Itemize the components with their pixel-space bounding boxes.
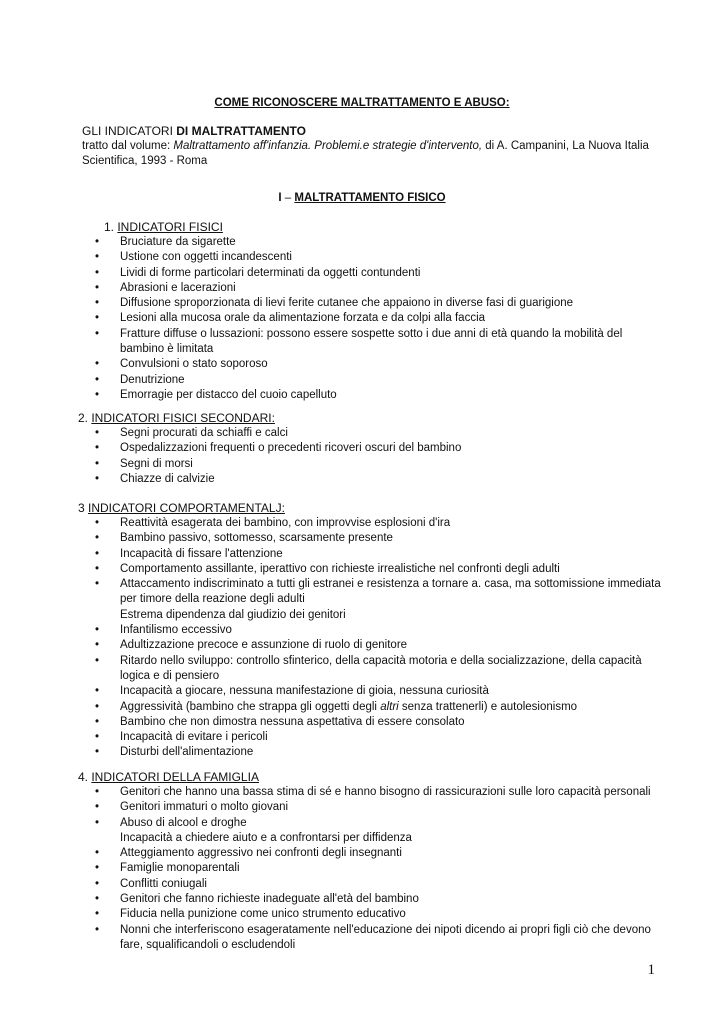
list-item: [95, 516, 665, 531]
list-item: [95, 861, 665, 876]
list-item: [95, 877, 665, 892]
section-title: MALTRATTAMENTO FISICO: [294, 192, 446, 204]
bullet-icon: •: [95, 562, 100, 575]
bullet-icon: •: [95, 312, 100, 325]
bullet-icon: •: [95, 654, 100, 667]
list-item-text: Lesioni alla mucosa orale da alimentazione forzata e da colpi alla faccia: [120, 312, 486, 325]
indicators-heading-bold: DI MALTRATTAMENTO: [176, 124, 307, 138]
list-item-text: Adultizzazione precoce e assunzione di ruolo di genitore: [120, 639, 408, 652]
list-item-continuation: Incapacità a chiedere aiuto e a confrontarsi per diffidenza: [120, 831, 412, 844]
bullet-icon: •: [95, 715, 100, 728]
bullet-icon: •: [95, 877, 100, 890]
list-item-text: Incapacità di fissare l'attenzione: [120, 547, 283, 560]
list-item-text: Atteggiamento aggressivo nei confronti degli insegnanti: [120, 847, 402, 860]
bullet-icon: •: [95, 893, 100, 906]
list-item-text: Denutrizione: [120, 373, 185, 386]
list-item: [95, 745, 665, 760]
group-heading-family: [78, 770, 259, 784]
bullet-icon: •: [95, 251, 100, 264]
bullet-icon: •: [95, 547, 100, 560]
list-item-text: Segni procurati da schiaffi e calci: [120, 427, 288, 439]
list-item-text: Infantilismo eccessivo: [120, 624, 232, 637]
group-heading-physical: [104, 220, 223, 234]
list-item: [95, 373, 665, 388]
list-item: [95, 638, 665, 653]
list-secondary-indicators: [95, 426, 665, 487]
list-item: [95, 327, 665, 358]
section-roman-numeral: I: [278, 192, 282, 204]
list-item-text: Ritardo nello sviluppo: controllo sfinterico, della capacità motoria e della socializzazione, della capacità logica e di pensiero: [120, 654, 642, 682]
list-item-text: Abrasioni e lacerazioni: [120, 281, 236, 294]
list-item-continuation: Estrema dipendenza dal giudizio dei genitori: [120, 608, 346, 621]
list-item: [95, 816, 665, 847]
group-number: 1.: [104, 220, 118, 234]
bullet-icon: •: [95, 236, 100, 248]
bullet-icon: •: [95, 472, 100, 485]
list-item: [95, 684, 665, 699]
bullet-icon: •: [95, 700, 100, 713]
document-title: COME RICONOSCERE MALTRATTAMENTO E ABUSO:: [214, 97, 510, 109]
bullet-icon: •: [95, 731, 100, 744]
list-item-text: Nonni che interferiscono esageratamente nell'educazione dei nipoti dicendo ai propri figli ciò che devono fare, squalificandoli o escludendoli: [120, 923, 651, 951]
list-item: [95, 577, 665, 623]
bullet-icon: •: [95, 801, 100, 814]
list-item: [95, 923, 665, 954]
bullet-icon: •: [95, 327, 100, 340]
list-item-text: Segni di morsi: [120, 457, 193, 470]
list-item-text: Fiducia nella punizione come unico strumento educativo: [120, 908, 406, 921]
list-item: [95, 654, 665, 685]
source-book-title: Maltrattamento aff'infanzia. Problemi.e strategie d'intervento,: [173, 140, 483, 152]
list-item-text: Conflitti coniugali: [120, 877, 207, 890]
list-item-text: Bambino passivo, sottomesso, scarsamente presente: [120, 532, 393, 545]
list-item-text: Comportamento assillante, iperattivo con richieste irrealistiche nel confronti degli adulti: [120, 562, 560, 575]
list-item: [95, 281, 665, 296]
list-item: [95, 730, 665, 745]
list-item-text: Emorragie per distacco del cuoio capelluto: [120, 388, 337, 401]
bullet-icon: •: [95, 427, 100, 439]
group-number: 4.: [78, 770, 92, 784]
list-item: [95, 472, 665, 487]
bullet-icon: •: [95, 532, 100, 545]
bullet-icon: •: [95, 816, 100, 829]
group-title: INDICATORI FISICI: [117, 220, 223, 234]
bullet-icon: •: [95, 297, 100, 310]
bullet-icon: •: [95, 388, 100, 401]
list-item: [95, 357, 665, 372]
source-suffix: di A. Campanini, La Nuova Italia Scientifica, 1993 - Roma: [82, 140, 649, 167]
bullet-icon: •: [95, 639, 100, 652]
list-item: [95, 892, 665, 907]
list-item: [95, 388, 665, 403]
group-heading-secondary: [78, 411, 275, 425]
list-item-text-after: senza trattenerli) e autolesionismo: [398, 700, 578, 713]
list-item-text: Incapacità a giocare, nessuna manifestazione di gioia, nessuna curiosità: [120, 685, 489, 698]
list-item: [95, 715, 665, 730]
list-item-text: Famiglie monoparentali: [120, 862, 240, 875]
bullet-icon: •: [95, 862, 100, 875]
group-number: 3: [78, 501, 89, 515]
list-item-text: Incapacità di evitare i pericoli: [120, 731, 268, 744]
indicators-heading-prefix: GLI INDICATORI: [82, 124, 177, 138]
bullet-icon: •: [95, 373, 100, 386]
bullet-icon: •: [95, 358, 100, 371]
group-heading-behavioral: [78, 501, 285, 515]
list-item: [95, 623, 665, 638]
bullet-icon: •: [95, 685, 100, 698]
list-item: [95, 785, 665, 800]
source-prefix: tratto dal volume:: [82, 140, 174, 152]
list-item-text: Disturbi dell'alimentazione: [120, 746, 254, 759]
list-item: [95, 441, 665, 456]
list-item: [95, 800, 665, 815]
list-item: [95, 700, 665, 715]
bullet-icon: •: [95, 517, 100, 529]
list-item: [95, 562, 665, 577]
indicators-heading: [82, 124, 306, 138]
list-item-text: Ustione con oggetti incandescenti: [120, 251, 292, 264]
bullet-icon: •: [95, 746, 100, 759]
list-item: [95, 311, 665, 326]
bullet-icon: •: [95, 847, 100, 860]
list-item: [95, 531, 665, 546]
list-item-text: Bambino che non dimostra nessuna aspettativa di essere consolato: [120, 715, 465, 728]
list-item-text: Aggressività (bambino che strappa gli oggetti degli: [120, 700, 381, 713]
list-item-text: Ospedalizzazioni frequenti o precedenti ricoveri oscuri del bambino: [120, 442, 462, 455]
bullet-icon: •: [95, 786, 100, 798]
bullet-icon: •: [95, 442, 100, 455]
list-item-text: Convulsioni o stato soporoso: [120, 358, 268, 371]
list-item-text: Diffusione sproporzionata di lievi ferite cutanee che appaiono in diverse fasi di guarigione: [120, 297, 574, 310]
page-number: 1: [647, 962, 655, 978]
list-family-indicators: [95, 785, 665, 953]
list-item-text: Fratture diffuse o lussazioni: possono essere sospette sotto i due anni di età quando la mobilità del bambino è limitata: [120, 327, 623, 356]
source-citation: [82, 139, 657, 169]
list-item: [95, 266, 665, 281]
list-item-text: Genitori che fanno richieste inadeguate all'età del bambino: [120, 893, 419, 906]
list-item: [95, 426, 665, 441]
list-item: [95, 907, 665, 922]
list-behavioral-indicators: [95, 516, 665, 761]
list-item-text: Attaccamento indiscriminato a tutti gli estranei e resistenza a tornare a. casa, ma sottomissione immediata per timore della reazione degli adulti: [120, 578, 661, 606]
list-item: [95, 846, 665, 861]
list-item: [95, 547, 665, 562]
bullet-icon: •: [95, 624, 100, 637]
section-heading: [0, 192, 724, 204]
list-item-text: Abuso di alcool e droghe: [120, 816, 247, 829]
bullet-icon: •: [95, 578, 100, 591]
list-item-text: Chiazze di calvizie: [120, 472, 215, 485]
list-item-text: Genitori che hanno una bassa stima di sé e hanno bisogno di rassicurazioni sulle loro capacità personali: [120, 786, 651, 798]
group-title: INDICATORI COMPORTAMENTALJ:: [88, 501, 285, 515]
list-item: [95, 250, 665, 265]
bullet-icon: •: [95, 923, 100, 936]
list-item-text: Lividi di forme particolari determinati da oggetti contundenti: [120, 266, 421, 279]
bullet-icon: •: [95, 266, 100, 279]
list-item-text: Bruciature da sigarette: [120, 236, 236, 248]
list-item: [95, 457, 665, 472]
list-item: [95, 296, 665, 311]
section-dash: –: [281, 192, 295, 204]
bullet-icon: •: [95, 908, 100, 921]
list-item-text: Reattività esagerata dei bambino, con improvvise esplosioni d'ira: [120, 517, 451, 529]
list-physical-indicators: [95, 235, 665, 403]
bullet-icon: •: [95, 457, 100, 470]
list-item: [95, 235, 665, 250]
list-item-emphasis: altri: [380, 700, 399, 713]
bullet-icon: •: [95, 281, 100, 294]
group-number: 2.: [78, 411, 92, 425]
group-title: INDICATORI FISICI SECONDARI:: [91, 411, 275, 425]
list-item-text: Genitori immaturi o molto giovani: [120, 801, 289, 814]
group-title: INDICATORI DELLA FAMIGLIA: [91, 770, 259, 784]
